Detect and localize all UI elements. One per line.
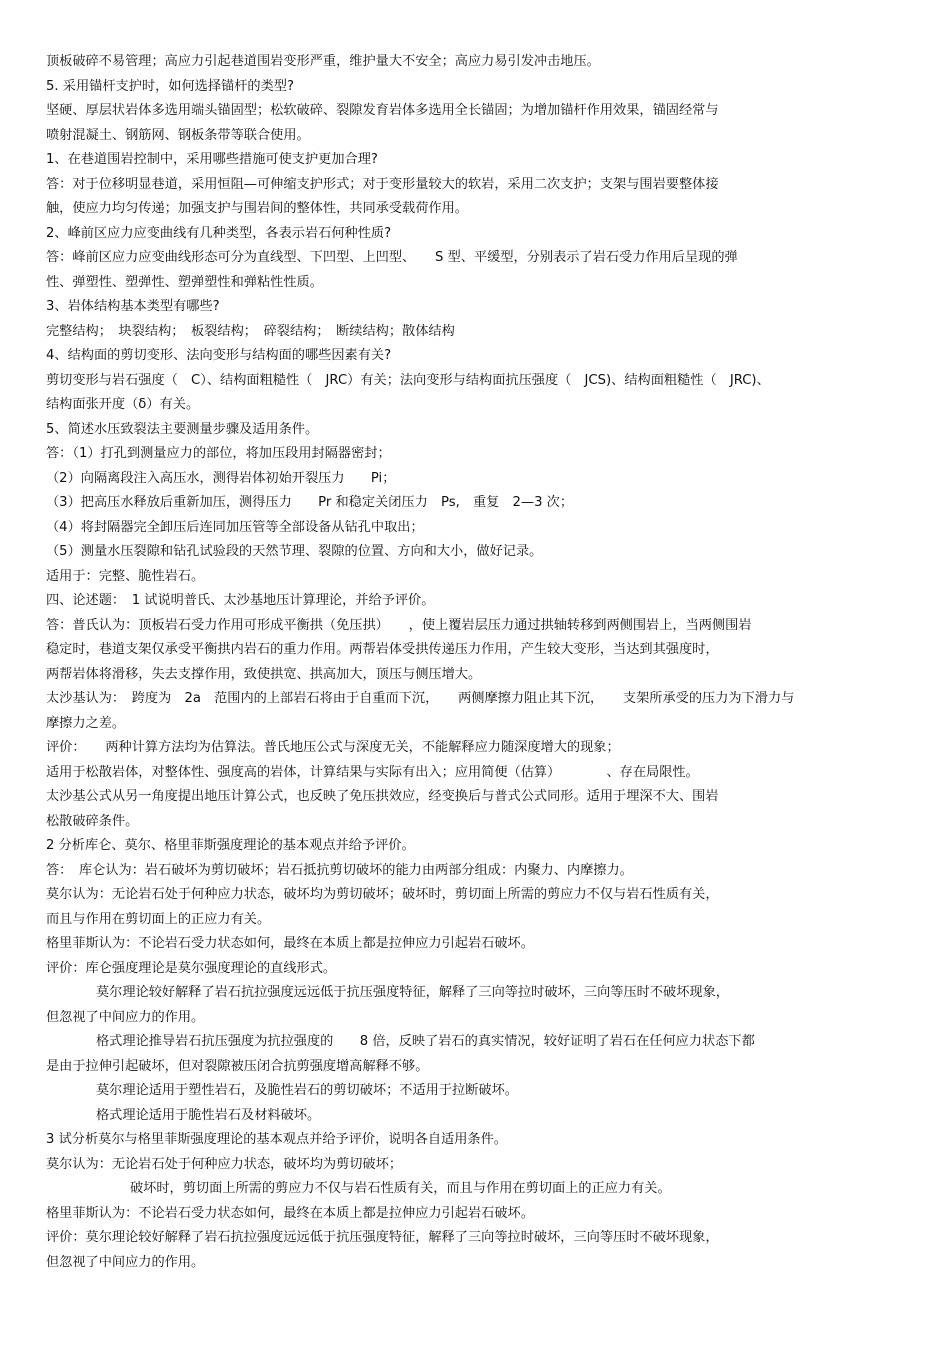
text-line: 适用于：完整、脆性岩石。 xyxy=(46,568,205,584)
text-line: 性、弹塑性、塑弹性、塑弹塑性和弹粘性性质。 xyxy=(46,274,323,290)
text-line: （3）把高压水释放后重新加压，测得压力 Pr 和稳定关闭压力 Ps, 重复 2—3 次； xyxy=(46,495,574,510)
text-line: 答：峰前区应力应变曲线形态可分为直线型、下凹型、上凹型、 S 型、平缓型，分别表示了岩石受力作用后呈现的弹 xyxy=(46,250,738,265)
text-line: 结构面张开度（δ）有关。 xyxy=(46,397,200,412)
text-line: 莫尔理论适用于塑性岩石，及脆性岩石的剪切破坏；不适用于拉断破坏。 xyxy=(96,1083,518,1098)
text-line: 而且与作用在剪切面上的正应力有关。 xyxy=(46,911,271,927)
text-line: 2 分析库仑、莫尔、格里菲斯强度理论的基本观点并给予评价。 xyxy=(46,838,415,853)
text-line: 5. 采用锚杆支护时，如何选择锚杆的类型? xyxy=(46,78,294,94)
text-line: 评价：库仑强度理论是莫尔强度理论的直线形式。 xyxy=(46,960,337,976)
text-line: 莫尔认为：无论岩石处于何种应力状态，破坏均为剪切破坏； xyxy=(46,1156,403,1172)
text-line: 格里菲斯认为：不论岩石受力状态如何，最终在本质上都是拉伸应力引起岩石破坏。 xyxy=(46,1205,534,1221)
text-line: 是由于拉伸引起破坏，但对裂隙被压闭合抗剪强度增高解释不够。 xyxy=(46,1058,429,1074)
text-line: 答：普氏认为：顶板岩石受力作用可形成平衡拱（免压拱） ，使上覆岩层压力通过拱轴转移到两侧围岩上，当两侧围岩 xyxy=(46,617,752,633)
text-line: 剪切变形与岩石强度（ C）、结构面粗糙性（ JRC）有关；法向变形与结构面抗压强度（ JCS)、结构面粗糙性（ JRC)、 xyxy=(46,372,770,388)
text-line: 格里菲斯认为：不论岩石受力状态如何，最终在本质上都是拉伸应力引起岩石破坏。 xyxy=(46,936,534,951)
text-line: 3、岩体结构基本类型有哪些? xyxy=(46,299,220,314)
text-line: 格式理论推导岩石抗压强度为抗拉强度的 8 倍，反映了岩石的真实情况，较好证明了岩石在任何应力状态下都 xyxy=(96,1034,755,1049)
text-line: 评价： 两种计算方法均为估算法。普氏地压公式与深度无关，不能解释应力随深度增大的现象； xyxy=(46,740,620,755)
text-line: 两帮岩体将滑移，失去支撑作用，致使拱宽、拱高加大，顶压与侧压增大。 xyxy=(46,666,482,682)
text-line: 莫尔认为：无论岩石处于何种应力状态，破坏均为剪切破坏；破坏时，剪切面上所需的剪应力不仅与岩石性质有关， xyxy=(46,887,719,902)
text-line: 完整结构； 块裂结构； 板裂结构； 碎裂结构； 断续结构；散体结构 xyxy=(46,323,455,339)
text-line: 适用于松散岩体，对整体性、强度高的岩体，计算结果与实际有出入；应用简便（估算） 、存在局限性。 xyxy=(46,764,699,780)
text-line: 答： 库仑认为：岩石破坏为剪切破坏；岩石抵抗剪切破坏的能力由两部分组成：内聚力、内摩擦力。 xyxy=(46,862,633,878)
text-line: 但忽视了中间应力的作用。 xyxy=(46,1254,205,1270)
text-line: 2、峰前区应力应变曲线有几种类型，各表示岩石何种性质? xyxy=(46,225,392,241)
text-line: 5、简述水压致裂法主要测量步骤及适用条件。 xyxy=(46,421,319,437)
text-line: 1、在巷道围岩控制中，采用哪些措施可使支护更加合理? xyxy=(46,152,378,167)
text-line: 四、论述题： 1 试说明普氏、太沙基地压计算理论，并给予评价。 xyxy=(46,593,435,608)
text-line: 答：对于位移明显巷道，采用恒阻—可伸缩支护形式；对于变形量较大的软岩，采用二次支护；支架与围岩要整体接 xyxy=(46,176,719,192)
text-line: （4）将封隔器完全卸压后连同加压管等全部设备从钻孔中取出； xyxy=(46,519,424,535)
text-line: 答：（1）打孔到测量应力的部位，将加压段用封隔器密封； xyxy=(46,446,391,461)
text-line: 但忽视了中间应力的作用。 xyxy=(46,1009,205,1025)
text-line: 格式理论适用于脆性岩石及材料破坏。 xyxy=(96,1107,321,1123)
text-line: （2）向隔离段注入高压水，测得岩体初始开裂压力 Pi； xyxy=(46,470,396,486)
text-line: 太沙基公式从另一角度提出地压计算公式，也反映了免压拱效应，经变换后与普式公式同形。适用于埋深不大、围岩 xyxy=(46,789,719,804)
text-line: 莫尔理论较好解释了岩石抗拉强度远远低于抗压强度特征，解释了三向等拉时破坏，三向等压时不破坏现象， xyxy=(96,985,729,1000)
text-line: 稳定时，巷道支架仅承受平衡拱内岩石的重力作用。两帮岩体受拱传递压力作用，产生较大变形，当达到其强度时， xyxy=(46,642,719,657)
text-line: 摩擦力之差。 xyxy=(46,715,126,731)
text-line: 破坏时，剪切面上所需的剪应力不仅与岩石性质有关，而且与作用在剪切面上的正应力有关。 xyxy=(130,1181,671,1196)
text-line: （5）测量水压裂隙和钻孔试验段的天然节理、裂隙的位置、方向和大小，做好记录。 xyxy=(46,544,543,559)
text-line: 4、结构面的剪切变形、法向变形与结构面的哪些因素有关? xyxy=(46,348,392,363)
text-line: 触，使应力均匀传递；加强支护与围岩间的整体性，共同承受载荷作用。 xyxy=(46,201,468,216)
text-line: 松散破碎条件。 xyxy=(46,813,139,829)
text-line: 坚硬、厚层状岩体多选用端头锚固型；松软破碎、裂隙发育岩体多选用全长锚固；为增加锚杆作用效果，锚固经常与 xyxy=(46,103,719,118)
text-line: 太沙基认为： 跨度为 2a 范围内的上部岩石将由于自重而下沉， 两侧摩擦力阻止其下沉， 支架所承受的压力为下滑力与 xyxy=(46,691,795,706)
text-line: 顶板破碎不易管理；高应力引起巷道围岩变形严重，维护量大不安全；高应力易引发冲击地压。 xyxy=(46,54,600,69)
text-line: 评价：莫尔理论较好解释了岩石抗拉强度远远低于抗压强度特征，解释了三向等拉时破坏，三向等压时不破坏现象， xyxy=(46,1230,719,1245)
text-line: 喷射混凝土、钢筋网、钢板条带等联合使用。 xyxy=(46,127,310,143)
text-line: 3 试分析莫尔与格里菲斯强度理论的基本观点并给予评价，说明各自适用条件。 xyxy=(46,1132,507,1147)
